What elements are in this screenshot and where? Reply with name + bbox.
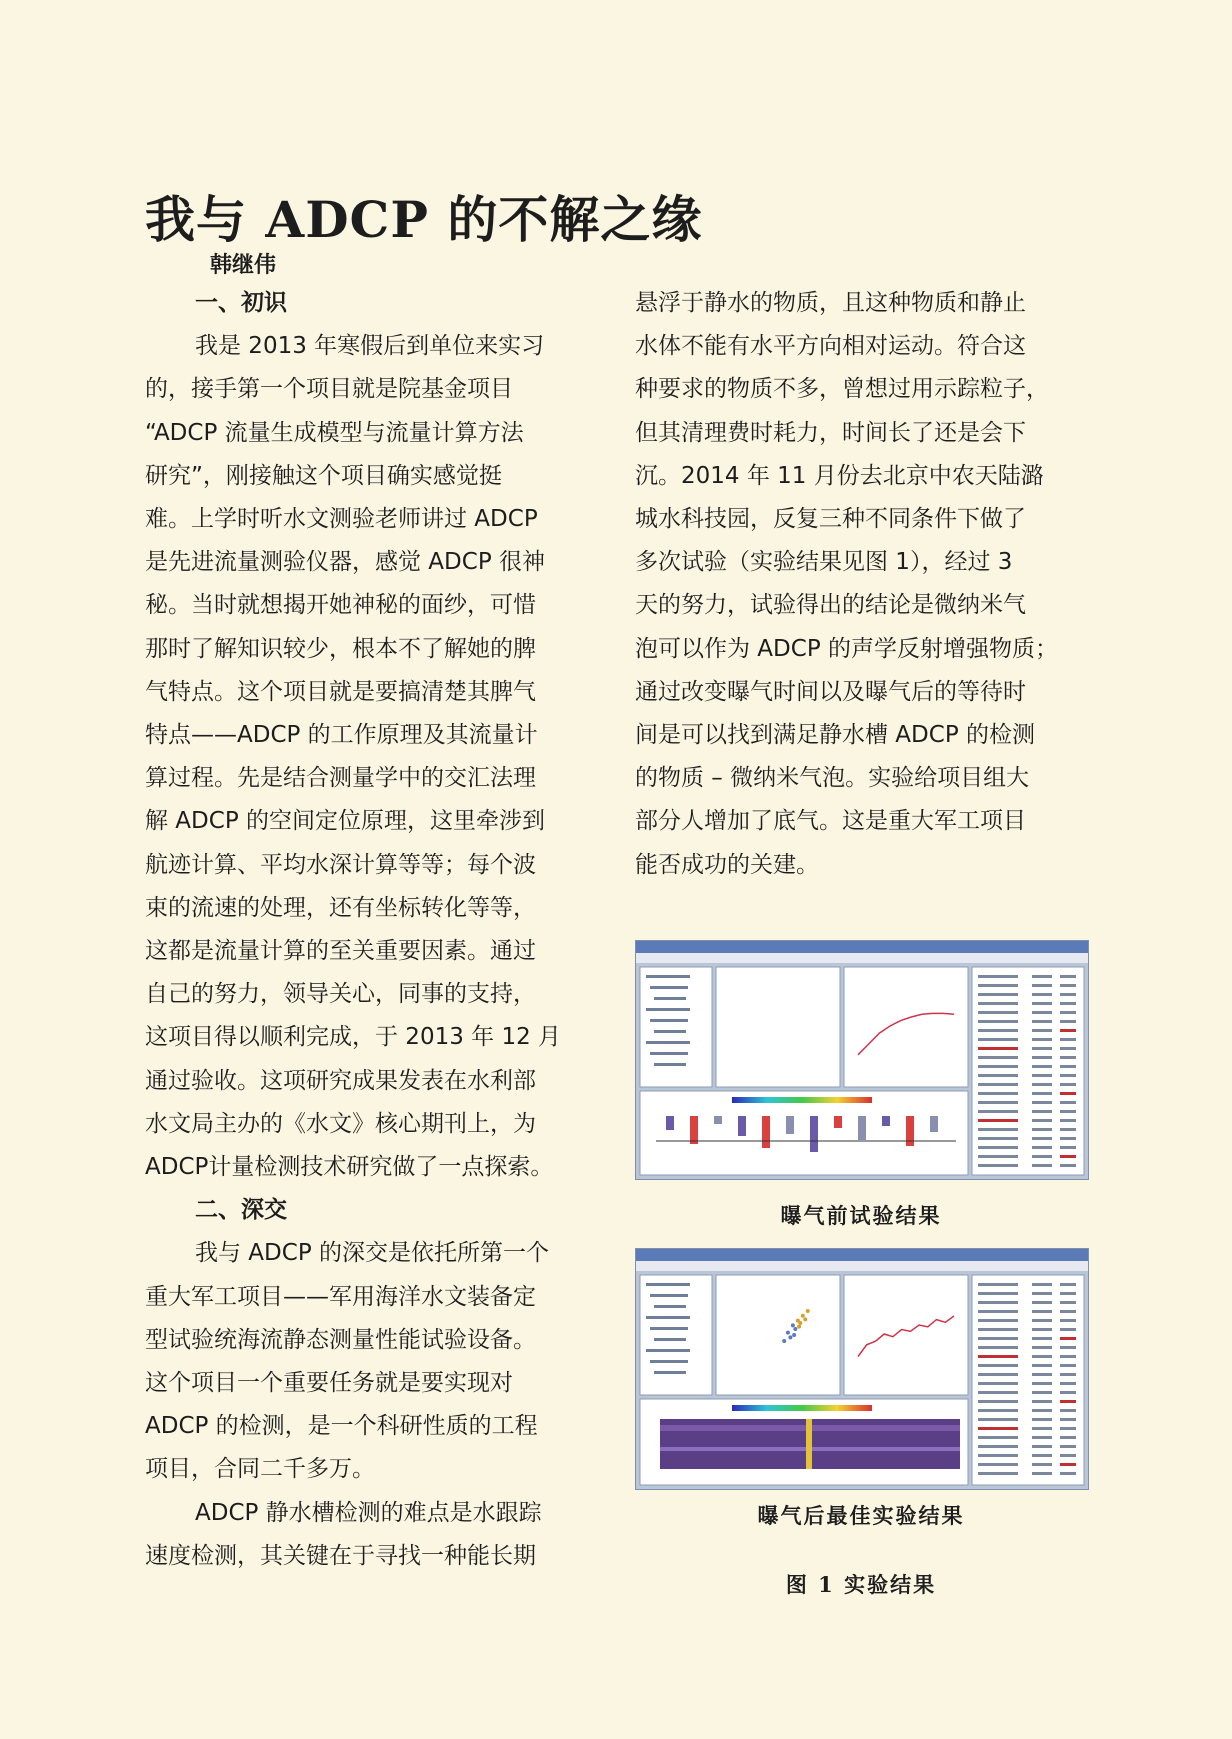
paragraph-line: 航迹计算、平均水深计算等等；每个波: [145, 851, 536, 878]
paragraph-line: 我与 ADCP 的深交是依托所第一个: [195, 1240, 549, 1267]
table-cell: [1032, 1382, 1052, 1385]
paragraph-line: 算过程。先是结合测量学中的交汇法理: [145, 765, 536, 792]
table-cell: [978, 1301, 1018, 1304]
table-cell: [1060, 1065, 1076, 1068]
table-cell: [1032, 1146, 1052, 1149]
tree-item: [654, 1063, 686, 1066]
table-cell: [1032, 1436, 1052, 1439]
table-cell: [1060, 1146, 1076, 1149]
table-cell: [978, 1110, 1018, 1113]
tree-item: [654, 1305, 686, 1308]
table-cell: [1032, 1346, 1052, 1349]
tree-item: [646, 1316, 690, 1319]
tree-item: [650, 1019, 688, 1022]
profile-bar: [858, 1116, 866, 1140]
table-cell: [1060, 993, 1076, 996]
table-cell: [1032, 1065, 1052, 1068]
tree-item: [650, 986, 688, 989]
tree-item: [654, 1338, 686, 1341]
table-cell: [1060, 1382, 1076, 1385]
paragraph-line: 解 ADCP 的空间定位原理，这里牵涉到: [145, 808, 545, 835]
table-cell: [1060, 1155, 1076, 1158]
table-cell: [978, 1056, 1018, 1059]
table-cell: [978, 1029, 1018, 1032]
table-cell: [978, 1382, 1018, 1385]
scatter-point: [798, 1321, 802, 1325]
table-cell: [1032, 1101, 1052, 1104]
paragraph-line: 通过改变曝气时间以及曝气后的等待时: [635, 678, 1026, 705]
table-cell: [1032, 1056, 1052, 1059]
paragraph-line: 通过验收。这项研究成果发表在水利部: [145, 1067, 536, 1094]
table-cell: [1032, 1319, 1052, 1322]
table-cell: [978, 1436, 1018, 1439]
paragraph-line: 这都是流量计算的至关重要因素。通过: [145, 938, 536, 964]
table-cell: [1032, 1418, 1052, 1421]
table-cell: [1032, 1119, 1052, 1122]
table-cell: [978, 1400, 1018, 1403]
table-cell: [978, 1002, 1018, 1005]
scatter-point: [786, 1331, 790, 1335]
table-cell: [1060, 1355, 1076, 1358]
paragraph-line: ADCP 的检测，是一个科研性质的工程: [145, 1413, 538, 1440]
table-cell: [1032, 1463, 1052, 1466]
table-cell: [1060, 1319, 1076, 1322]
profile-bar: [690, 1116, 698, 1144]
table-cell: [1060, 1128, 1076, 1131]
table-cell: [1060, 1020, 1076, 1023]
table-cell: [1032, 1373, 1052, 1376]
table-cell: [1032, 1445, 1052, 1448]
table-cell: [978, 1011, 1018, 1014]
table-cell: [1060, 1092, 1076, 1095]
paragraph-line: 我是 2013 年寒假后到单位来实习: [195, 333, 545, 360]
paragraph-line: 天的努力，试验得出的结论是微纳米气: [635, 592, 1026, 619]
tree-item: [646, 1008, 690, 1011]
table-cell: [978, 1074, 1018, 1077]
table-cell: [1032, 1029, 1052, 1032]
table-cell: [1032, 1110, 1052, 1113]
profile-bar: [762, 1116, 770, 1148]
table-cell: [978, 1409, 1018, 1412]
software-screenshot-after: [636, 1249, 1088, 1489]
table-cell: [1060, 1083, 1076, 1086]
tree-item: [650, 1052, 688, 1055]
table-cell: [1032, 1020, 1052, 1023]
paragraph-line: 但其清理费时耗力，时间长了还是会下: [635, 419, 1026, 446]
paragraph-line: “ADCP 流量生成模型与流量计算方法: [145, 419, 524, 446]
paragraph-line: 的，接手第一个项目就是院基金项目: [145, 376, 513, 403]
table-cell: [1060, 1002, 1076, 1005]
table-cell: [978, 1092, 1018, 1095]
paragraph-line: 水文局主办的《水文》核心期刊上，为: [145, 1110, 536, 1137]
table-cell: [1032, 1164, 1052, 1167]
paragraph-line: 这项目得以顺利完成，于 2013 年 12 月: [145, 1024, 562, 1051]
table-cell: [1060, 1391, 1076, 1394]
table-cell: [978, 1101, 1018, 1104]
paragraph-line: 种要求的物质不多，曾想过用示踪粒子，: [635, 376, 1049, 403]
table-cell: [978, 1292, 1018, 1295]
table-cell: [978, 1418, 1018, 1421]
table-cell: [1032, 975, 1052, 978]
tree-item: [646, 1041, 690, 1044]
table-cell: [1032, 1002, 1052, 1005]
tree-item: [646, 1283, 690, 1286]
table-cell: [1032, 1137, 1052, 1140]
profile-bar: [666, 1116, 674, 1130]
paragraph-line: 部分人增加了底气。这是重大军工项目: [635, 808, 1026, 835]
table-cell: [1060, 1418, 1076, 1421]
caption-before-aeration: 曝气前试验结果: [780, 1203, 942, 1228]
table-cell: [978, 1137, 1018, 1140]
paragraph-line: 泡可以作为 ADCP 的声学反射增强物质；: [635, 635, 1058, 662]
paragraph-line: 自己的努力，领导关心，同事的支持，: [145, 981, 536, 1008]
paragraph-line: 难。上学时听水文测验老师讲过 ADCP: [145, 506, 538, 532]
article-title: 我与 ADCP 的不解之缘: [145, 190, 703, 249]
table-cell: [1060, 1119, 1076, 1122]
table-cell: [1032, 1400, 1052, 1403]
paragraph-line: 重大军工项目——军用海洋水文装备定: [145, 1283, 536, 1310]
tree-item: [650, 1360, 688, 1363]
table-cell: [1032, 1283, 1052, 1286]
table-cell: [1060, 1137, 1076, 1140]
table-cell: [1032, 1155, 1052, 1158]
table-cell: [1032, 1328, 1052, 1331]
paragraph-line: 是先进流量测验仪器，感觉 ADCP 很神: [145, 549, 545, 576]
table-cell: [1032, 1472, 1052, 1475]
table-cell: [1060, 1164, 1076, 1167]
table-cell: [1032, 984, 1052, 987]
paragraph-line: 速度检测，其关键在于寻找一种能长期: [145, 1542, 536, 1569]
paragraph-line: 间是可以找到满足静水槽 ADCP 的检测: [635, 722, 1035, 748]
table-cell: [1032, 1038, 1052, 1041]
paragraph-line: 项目，合同二千多万。: [145, 1456, 375, 1483]
tree-item: [654, 1371, 686, 1374]
table-cell: [1032, 1092, 1052, 1095]
table-cell: [1060, 1283, 1076, 1286]
table-cell: [1032, 1301, 1052, 1304]
tree-item: [654, 997, 686, 1000]
paragraph-line: 这个项目一个重要任务就是要实现对: [145, 1370, 513, 1396]
table-cell: [1060, 1436, 1076, 1439]
paragraph-line: 悬浮于静水的物质，且这种物质和静止: [635, 290, 1026, 316]
paragraph-line: 束的流速的处理，还有坐标转化等等，: [145, 894, 536, 921]
table-cell: [978, 1472, 1018, 1475]
table-cell: [1060, 1463, 1076, 1466]
scatter-point: [801, 1314, 805, 1318]
paragraph-line: ADCP计量检测技术研究做了一点探索。: [145, 1154, 554, 1180]
table-cell: [978, 1119, 1018, 1122]
profile-bar: [882, 1116, 890, 1126]
scatter-point: [782, 1339, 786, 1343]
scatter-point: [806, 1309, 810, 1313]
table-cell: [978, 1328, 1018, 1331]
table-cell: [1060, 1409, 1076, 1412]
figure-before-aeration: [635, 940, 1089, 1180]
table-cell: [978, 1463, 1018, 1466]
profile-bar: [834, 1116, 842, 1128]
table-cell: [1032, 1409, 1052, 1412]
tree-item: [646, 975, 690, 978]
table-cell: [1032, 1047, 1052, 1050]
table-cell: [978, 1038, 1018, 1041]
table-cell: [1032, 1427, 1052, 1430]
table-cell: [1060, 975, 1076, 978]
table-cell: [978, 1155, 1018, 1158]
table-cell: [1060, 1328, 1076, 1331]
table-cell: [1060, 1101, 1076, 1104]
table-cell: [1032, 1128, 1052, 1131]
table-cell: [1060, 1301, 1076, 1304]
table-cell: [1060, 1373, 1076, 1376]
paragraph-line: ADCP 静水槽检测的难点是水跟踪: [195, 1499, 542, 1526]
table-cell: [1032, 993, 1052, 996]
table-cell: [1060, 1047, 1076, 1050]
table-cell: [1060, 1056, 1076, 1059]
table-cell: [1060, 984, 1076, 987]
table-cell: [978, 1020, 1018, 1023]
table-cell: [1060, 1346, 1076, 1349]
paragraph-line: 的物质 – 微纳米气泡。实验给项目组大: [635, 765, 1030, 792]
table-cell: [978, 984, 1018, 987]
tree-item: [654, 1030, 686, 1033]
scatter-point: [788, 1335, 792, 1339]
table-cell: [978, 993, 1018, 996]
table-cell: [978, 1427, 1018, 1430]
table-cell: [1032, 1011, 1052, 1014]
paragraph-line: 沉。2014 年 11 月份去北京中农天陆潞: [635, 462, 1044, 489]
table-cell: [1060, 1029, 1076, 1032]
table-cell: [978, 1065, 1018, 1068]
paragraph-line: 城水科技园，反复三种不同条件下做了: [635, 506, 1026, 532]
paragraph-line: 型试验统海流静态测量性能试验设备。: [145, 1326, 536, 1353]
article-author: 韩继伟: [210, 252, 277, 278]
profile-bar: [786, 1116, 794, 1134]
profile-bar: [930, 1116, 938, 1132]
caption-after-aeration: 曝气后最佳实验结果: [757, 1503, 965, 1528]
table-cell: [1032, 1454, 1052, 1457]
table-cell: [978, 975, 1018, 978]
scatter-point: [803, 1317, 807, 1321]
table-cell: [1060, 1038, 1076, 1041]
table-cell: [1060, 1292, 1076, 1295]
paragraph-line: 多次试验（实验结果见图 1），经过 3: [635, 549, 1013, 576]
paragraph-line: 气特点。这个项目就是要搞清楚其脾气: [145, 678, 536, 705]
figure-caption: 图 1 实验结果: [785, 1572, 937, 1597]
tree-item: [650, 1327, 688, 1330]
table-cell: [978, 1146, 1018, 1149]
table-cell: [1060, 1310, 1076, 1313]
table-cell: [978, 1445, 1018, 1448]
table-cell: [978, 1319, 1018, 1322]
section-heading: 一、初识: [195, 290, 287, 316]
table-cell: [978, 1164, 1018, 1167]
table-cell: [1032, 1337, 1052, 1340]
paragraph-line: 那时了解知识较少，根本不了解她的脾: [145, 635, 536, 662]
table-cell: [1060, 1110, 1076, 1113]
table-cell: [1060, 1400, 1076, 1403]
table-cell: [978, 1310, 1018, 1313]
scatter-point: [793, 1327, 797, 1331]
table-cell: [1060, 1427, 1076, 1430]
table-cell: [1032, 1292, 1052, 1295]
profile-bar: [714, 1116, 722, 1124]
profile-bar: [810, 1116, 818, 1152]
table-cell: [1032, 1310, 1052, 1313]
scatter-point: [791, 1323, 795, 1327]
scatter-point: [792, 1333, 796, 1337]
table-cell: [978, 1337, 1018, 1340]
paragraph-line: 水体不能有水平方向相对运动。符合这: [635, 333, 1026, 360]
profile-bar: [738, 1116, 746, 1136]
table-cell: [1032, 1074, 1052, 1077]
table-cell: [1060, 1445, 1076, 1448]
table-cell: [1032, 1364, 1052, 1367]
scatter-point: [797, 1325, 801, 1329]
table-cell: [1060, 1454, 1076, 1457]
table-cell: [978, 1047, 1018, 1050]
table-cell: [978, 1128, 1018, 1131]
table-cell: [1032, 1391, 1052, 1394]
table-cell: [978, 1346, 1018, 1349]
tree-item: [650, 1294, 688, 1297]
table-cell: [978, 1454, 1018, 1457]
figure-after-aeration: [635, 1248, 1089, 1490]
table-cell: [978, 1373, 1018, 1376]
table-cell: [1032, 1355, 1052, 1358]
software-screenshot-before: [636, 941, 1088, 1179]
table-cell: [978, 1283, 1018, 1286]
table-cell: [1032, 1083, 1052, 1086]
table-cell: [1060, 1074, 1076, 1077]
section-heading: 二、深交: [195, 1197, 287, 1224]
table-cell: [1060, 1011, 1076, 1014]
paragraph-line: 秘。当时就想揭开她神秘的面纱，可惜: [145, 592, 536, 619]
tree-item: [646, 1349, 690, 1352]
paragraph-line: 能否成功的关建。: [635, 851, 819, 878]
table-cell: [978, 1391, 1018, 1394]
table-cell: [1060, 1337, 1076, 1340]
table-cell: [1060, 1472, 1076, 1475]
paragraph-line: 研究”，刚接触这个项目确实感觉挺: [145, 462, 502, 489]
paragraph-line: 特点——ADCP 的工作原理及其流量计: [145, 722, 538, 748]
table-cell: [978, 1083, 1018, 1086]
table-cell: [978, 1355, 1018, 1358]
table-cell: [1060, 1364, 1076, 1367]
table-cell: [978, 1364, 1018, 1367]
